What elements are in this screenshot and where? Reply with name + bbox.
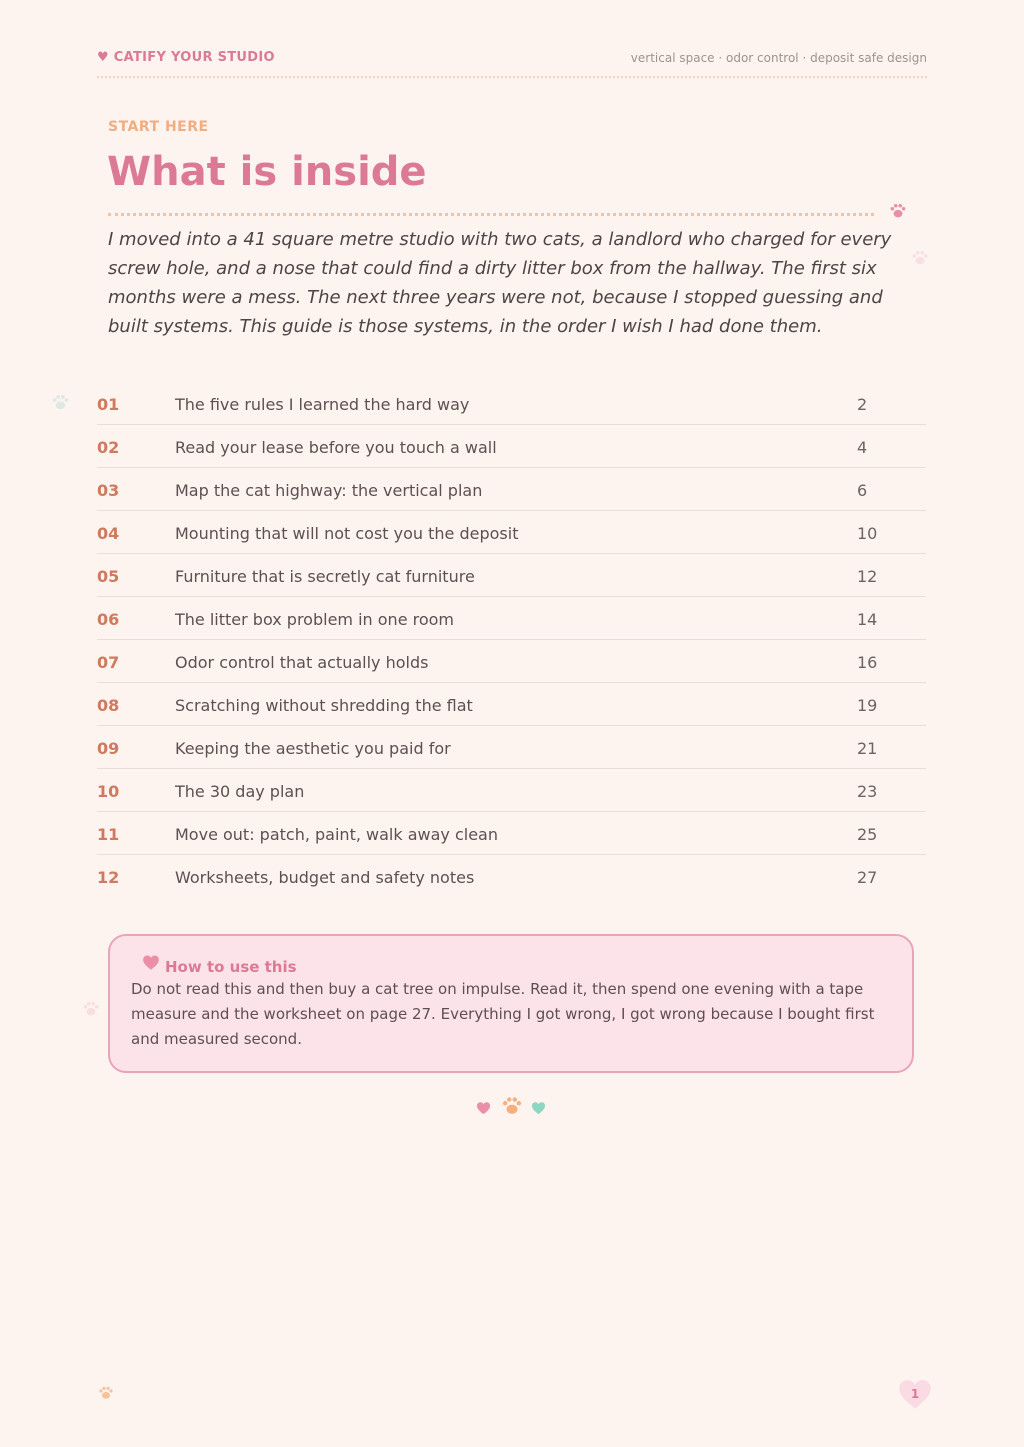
toc-page-number: 4 <box>857 438 868 457</box>
toc-row <box>97 726 926 769</box>
paw-icon <box>911 249 929 267</box>
toc-number: 10 <box>97 782 120 801</box>
paw-icon <box>889 202 907 220</box>
toc-page-number: 14 <box>857 610 878 629</box>
paw-icon <box>51 393 70 412</box>
toc-row <box>97 425 926 468</box>
toc-title: Mounting that will not cost you the deposit <box>175 524 519 543</box>
page-number-badge <box>900 1380 930 1410</box>
brand-label: ♥ CATIFY YOUR STUDIO <box>97 50 275 65</box>
toc-number: 02 <box>97 438 120 457</box>
toc-title: The litter box problem in one room <box>175 610 455 629</box>
toc-row <box>97 468 926 511</box>
toc-row <box>97 855 926 897</box>
toc-number: 11 <box>97 825 120 844</box>
toc-page-number: 10 <box>857 524 878 543</box>
toc-number: 03 <box>97 481 120 500</box>
toc-title: Move out: patch, paint, walk away clean <box>175 825 498 844</box>
toc-row <box>97 812 926 855</box>
toc-page-number: 21 <box>857 739 878 758</box>
toc-title: Map the cat highway: the vertical plan <box>175 481 483 500</box>
paw-icon <box>501 1095 523 1117</box>
toc-number: 09 <box>97 739 120 758</box>
toc-title: The 30 day plan <box>175 782 305 801</box>
toc-row <box>97 554 926 597</box>
toc-number: 07 <box>97 653 120 672</box>
toc-title: Odor control that actually holds <box>175 653 429 672</box>
toc-title: Read your lease before you touch a wall <box>175 438 497 457</box>
toc-number: 05 <box>97 567 120 586</box>
page-header <box>97 50 927 78</box>
heart-icon <box>531 1101 546 1116</box>
paw-icon <box>98 1385 114 1401</box>
page-number: 1 <box>910 1387 920 1401</box>
header-tagline: vertical space · odor control · deposit safe design <box>630 51 927 65</box>
toc-title: Scratching without shredding the flat <box>175 696 473 715</box>
toc-row <box>97 769 926 812</box>
section-kicker: START HERE <box>108 119 209 135</box>
toc-title: The five rules I learned the hard way <box>175 395 470 414</box>
toc-title: Furniture that is secretly cat furniture <box>175 567 475 586</box>
toc-row <box>97 511 926 554</box>
toc-page-number: 23 <box>857 782 878 801</box>
toc-title: Keeping the aesthetic you paid for <box>175 739 451 758</box>
toc-row <box>97 683 926 726</box>
intro-paragraph: I moved into a 41 square metre studio with two cats, a landlord who charged for every screw hole, and a nose that could find a dirty litter box from the hallway. The first six months were a mess. The next three years were not, because I stopped guessing and built systems. This guide is those systems, in the order I wish I had done them. <box>108 229 892 337</box>
toc-page-number: 19 <box>857 696 878 715</box>
page-title: What is inside <box>107 149 427 195</box>
toc-row <box>97 640 926 683</box>
heart-icon <box>476 1101 491 1116</box>
toc-row <box>97 382 926 425</box>
toc-page-number: 2 <box>857 395 868 414</box>
how-to-use-callout <box>108 934 914 1073</box>
toc-page-number: 16 <box>857 653 878 672</box>
heart-icon <box>142 954 160 972</box>
toc-number: 08 <box>97 696 120 715</box>
toc-number: 06 <box>97 610 120 629</box>
toc-page-number: 27 <box>857 868 878 887</box>
toc-title: Worksheets, budget and safety notes <box>175 868 475 887</box>
toc-row <box>97 597 926 640</box>
toc-number: 01 <box>97 395 120 414</box>
title-divider <box>108 213 874 216</box>
callout-body: Do not read this and then buy a cat tree on impulse. Read it, then spend one evening with a tape measure and the worksheet on page 27. Everything I got wrong, I got wrong because I bought first and measured second. <box>131 980 875 1048</box>
toc-page-number: 25 <box>857 825 878 844</box>
toc-number: 04 <box>97 524 120 543</box>
table-of-contents <box>97 382 926 897</box>
paw-icon <box>82 1000 100 1018</box>
toc-number: 12 <box>97 868 120 887</box>
callout-title: How to use this <box>165 958 297 976</box>
toc-page-number: 12 <box>857 567 878 586</box>
toc-page-number: 6 <box>857 481 868 500</box>
